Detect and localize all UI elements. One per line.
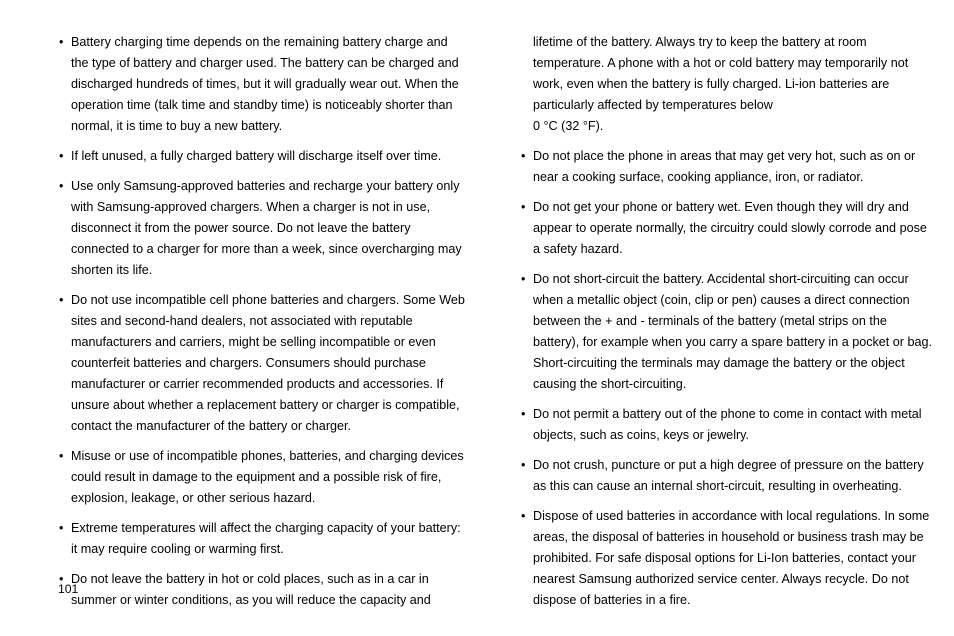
list-item [520,146,932,188]
bullet-icon: • [59,293,64,307]
bullet-icon: • [59,149,64,163]
page-number: 101 [58,582,79,596]
list-item [58,32,466,137]
left-bullet-list [58,32,466,611]
list-item-text: Do not permit a battery out of the phone to come in contact with metal objects, such as coins, keys or jewelry. [533,407,922,442]
bullet-icon: • [521,509,526,523]
left-column [0,32,478,620]
list-item-text: Do not place the phone in areas that may get very hot, such as on or near a cooking surface, cooking appliance, iron, or radiator. [533,149,916,184]
list-item-text: Battery charging time depends on the remaining battery charge and the type of battery and charger used. The battery can be charged and discharged hundreds of times, but it will gradually wear out. When the operation time (talk time and standby time) is noticeably shorter than normal, it is time to buy a new battery. [71,35,459,133]
list-item [520,404,932,446]
list-item-text: Use only Samsung-approved batteries and recharge your battery only with Samsung-approved chargers. When a charger is not in use, disconnect it from the power source. Do not leave the battery connected to a charger for more than a week, since overcharging may shorten its life. [71,179,462,277]
bullet-icon: • [521,272,526,286]
list-item-text: Do not short-circuit the battery. Accidental short-circuiting can occur when a metallic object (coin, clip or pen) causes a direct connection between the + and - terminals of the battery (metal strips on the battery), for example when you carry a spare battery in a pocket or bag. Short-circuiting the terminals may damage the battery or the object causing the short-circuiting. [533,272,933,391]
bullet-icon: • [59,449,64,463]
list-item-text: Extreme temperatures will affect the charging capacity of your battery: it may require cooling or warming first. [71,521,461,556]
bullet-icon: • [521,149,526,163]
list-item [520,197,932,260]
list-item [58,146,466,167]
bullet-icon: • [521,407,526,421]
list-item-text: Do not get your phone or battery wet. Even though they will dry and appear to operate normally, the circuitry could slowly corrode and pose a safety hazard. [533,200,927,256]
right-bullet-list [520,146,932,611]
bullet-icon: • [59,521,64,535]
list-item-text: Do not use incompatible cell phone batteries and chargers. Some Web sites and second-hand dealers, not associated with reputable manufacturers and carriers, might be selling incompatible or even counterfeit batteries and chargers. Consumers should purchase manufacturer or carrier recommended products and accessories. If unsure about whether a replacement battery or charger is compatible, contact the manufacturer of the battery or charger. [71,293,465,433]
bullet-icon: • [59,572,64,586]
right-column [478,32,954,620]
two-column-body [0,32,954,620]
list-item [520,455,932,497]
list-item [58,176,466,281]
list-item-text: If left unused, a fully charged battery will discharge itself over time. [71,149,442,163]
list-item [58,290,466,437]
continued-paragraph: lifetime of the battery. Always try to keep the battery at room temperature. A phone with a hot or cold battery may temporarily not work, even when the battery is fully charged. Li-ion batteries are particularly affected by temperatures below [533,35,909,112]
list-item [520,269,932,395]
list-item-text: Do not leave the battery in hot or cold places, such as in a car in summer or winter conditions, as you will reduce the capacity and [71,572,431,607]
list-item-text: Do not crush, puncture or put a high degree of pressure on the battery as this can cause an internal short-circuit, resulting in overheating. [533,458,924,493]
list-item [58,518,466,560]
bullet-icon: • [521,458,526,472]
list-item-text: Misuse or use of incompatible phones, batteries, and charging devices could result in damage to the equipment and a possible risk of fire, explosion, leakage, or other serious hazard. [71,449,464,505]
list-item [58,569,466,611]
continued-paragraph-line2: 0 °C (32 °F). [533,119,604,133]
bullet-icon: • [59,35,64,49]
list-item-text: Dispose of used batteries in accordance with local regulations. In some areas, the disposal of batteries in household or business trash may be prohibited. For safe disposal options for Li-Ion batteries, contact your nearest Samsung authorized service center. Always recycle. Do not dispose of batteries in a fire. [533,509,930,607]
list-item [520,506,932,611]
bullet-icon: • [521,200,526,214]
list-item [58,446,466,509]
bullet-icon: • [59,179,64,193]
